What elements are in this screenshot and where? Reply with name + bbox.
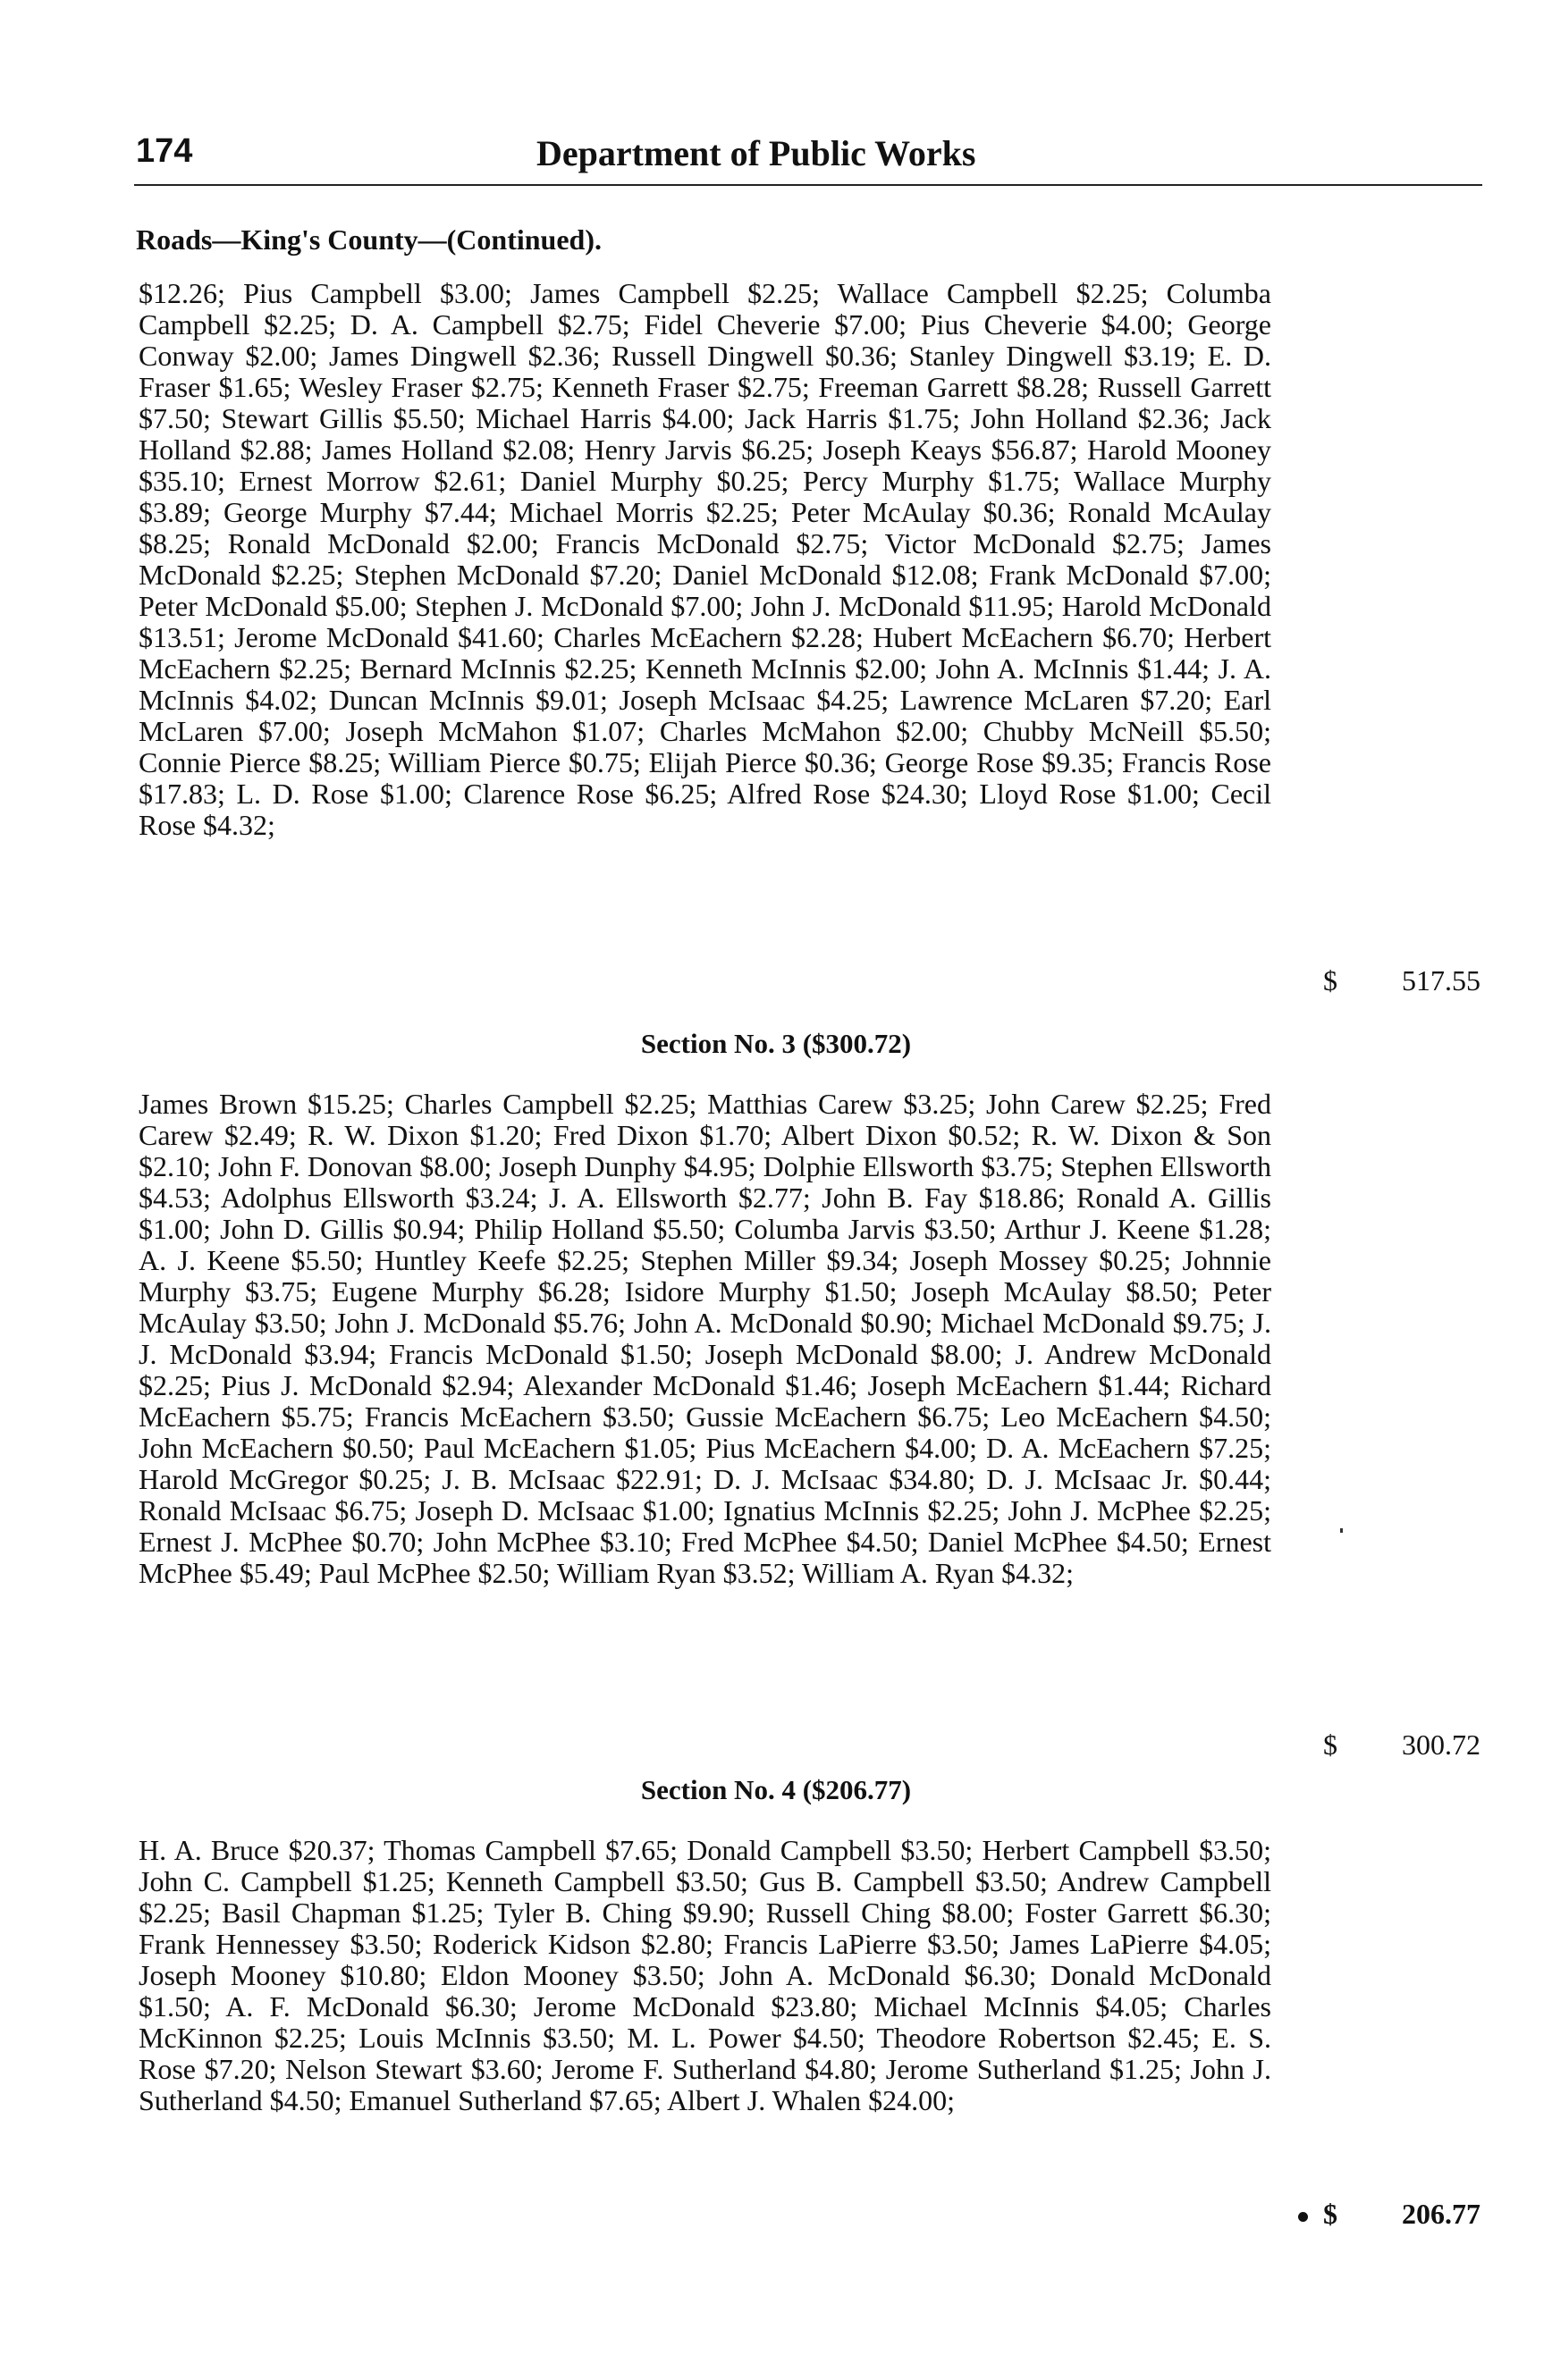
section-4-text: H. A. Bruce $20.37; Thomas Campbell $7.65; Donald Campbell $3.50; Herbert Campbell $3.50; John C. Campbell $1.25; Kenneth Campbell $3.50; Gus B. Campbell $3.50; Andrew Campbell $2.25; Basil Chapman $1.25; Tyler B. Ching $9.90; Russell Ching $8.00; Foster Garrett $6.30; Frank Hennessey $3.50; Roderick Kidson $2.80; Francis LaPierre $3.50; James LaPierre $4.05; Joseph Mooney $10.80; Eldon Mooney $3.50; John A. McDonald $6.30; Donald McDonald $1.50; A. F. McDonald $6.30; Jerome McDonald $23.80; Michael McInnis $4.05; Charles McKinnon $2.25; Louis McInnis $3.50; M. L. Power $4.50; Theodore Robertson $2.45; E. S. Rose $7.20; Nelson Stewart $3.60; Jerome F. Sutherland $4.80; Jerome Sutherland $1.25; John J. Sutherland $4.50; Emanuel Sutherland $7.65; Albert J. Whalen $24.00; [139, 1834, 1271, 2116]
subheading: Roads—King's County—(Continued). [136, 223, 602, 256]
section-3-title: Section No. 3 ($300.72) [640, 1028, 912, 1059]
section-3-text: James Brown $15.25; Charles Campbell $2.25; Matthias Carew $3.25; John Carew $2.25; Fred Carew $2.49; R. W. Dixon $1.20; Fred Dixon $1.70; Albert Dixon $0.52; R. W. Dixon & Son $2.10; John F. Donovan $8.00; Joseph Dunphy $4.95; Dolphie Ellsworth $3.75; Stephen Ellsworth $4.53; Adolphus Ellsworth $3.24; J. A. Ellsworth $2.77; John B. Fay $18.86; Ronald A. Gillis $1.00; John D. Gillis $0.94; Philip Holland $5.50; Columba Jarvis $3.50; Arthur J. Keene $1.28; A. J. Keene $5.50; Huntley Keefe $2.25; Stephen Miller $9.34; Joseph Mossey $0.25; Johnnie Murphy $3.75; Eugene Murphy $6.28; Isidore Murphy $1.50; Joseph McAulay $8.50; Peter McAulay $3.50; John J. McDonald $5.76; John A. McDonald $0.90; Michael McDonald $9.75; J. J. McDonald $3.94; Francis McDonald $1.50; Joseph McDonald $8.00; J. Andrew McDonald $2.25; Pius J. McDonald $2.94; Alexander McDonald $1.46; Joseph McEachern $1.44; Richard McEachern $5.75; Francis McEachern $3.50; Gussie McEachern $6.75; Leo McEachern $4.50; John McEachern $0.50; Paul McEachern $1.05; Pius McEachern $4.00; D. A. McEachern $7.25; Harold McGregor $0.25; J. B. McIsaac $22.91; D. J. McIsaac $34.80; D. J. McIsaac Jr. $0.44; Ronald McIsaac $6.75; Joseph D. McIsaac $1.00; Ignatius McInnis $2.25; John J. McPhee $2.25; Ernest J. McPhee $0.70; John McPhee $3.10; Fred McPhee $4.50; Daniel McPhee $4.50; Ernest McPhee $5.49; Paul McPhee $2.50; William Ryan $3.52; William A. Ryan $4.32; [139, 1088, 1271, 1589]
section-continued-total [1323, 965, 1480, 997]
total-dollar-sign: $ [1323, 1728, 1337, 1761]
section-4-title: Section No. 4 ($206.77) [640, 1774, 912, 1805]
header-rule [134, 184, 1482, 186]
speck-mark [1340, 1528, 1343, 1533]
page-number: 174 [136, 132, 193, 170]
total-amount: 206.77 [1402, 2198, 1480, 2230]
total-dollar-sign: $ [1323, 964, 1337, 997]
section-4-total [1323, 2199, 1480, 2230]
total-amount: 517.55 [1402, 964, 1480, 997]
section-3-total [1323, 1729, 1480, 1761]
running-head: Department of Public Works [536, 133, 976, 173]
total-amount: 300.72 [1402, 1728, 1480, 1761]
total-dollar-sign: $ [1323, 2198, 1337, 2230]
bullet-mark [1298, 2212, 1308, 2222]
section-continued-text: $12.26; Pius Campbell $3.00; James Campbell $2.25; Wallace Campbell $2.25; Columba Campbell $2.25; D. A. Campbell $2.75; Fidel Cheverie $7.00; Pius Cheverie $4.00; George Conway $2.00; James Dingwell $2.36; Russell Dingwell $0.36; Stanley Dingwell $3.19; E. D. Fraser $1.65; Wesley Fraser $2.75; Kenneth Fraser $2.75; Freeman Garrett $8.28; Russell Garrett $7.50; Stewart Gillis $5.50; Michael Harris $4.00; Jack Harris $1.75; John Holland $2.36; Jack Holland $2.88; James Holland $2.08; Henry Jarvis $6.25; Joseph Keays $56.87; Harold Mooney $35.10; Ernest Morrow $2.61; Daniel Murphy $0.25; Percy Murphy $1.75; Wallace Murphy $3.89; George Murphy $7.44; Michael Morris $2.25; Peter McAulay $0.36; Ronald McAulay $8.25; Ronald McDonald $2.00; Francis McDonald $2.75; Victor McDonald $2.75; James McDonald $2.25; Stephen McDonald $7.20; Daniel McDonald $12.08; Frank McDonald $7.00; Peter McDonald $5.00; Stephen J. McDonald $7.00; John J. McDonald $11.95; Harold McDonald $13.51; Jerome McDonald $41.60; Charles McEachern $2.28; Hubert McEachern $6.70; Herbert McEachern $2.25; Bernard McInnis $2.25; Kenneth McInnis $2.00; John A. McInnis $1.44; J. A. McInnis $4.02; Duncan McInnis $9.01; Joseph McIsaac $4.25; Lawrence McLaren $7.20; Earl McLaren $7.00; Joseph McMahon $1.07; Charles McMahon $2.00; Chubby McNeill $5.50; Connie Pierce $8.25; William Pierce $0.75; Elijah Pierce $0.36; George Rose $9.35; Francis Rose $17.83; L. D. Rose $1.00; Clarence Rose $6.25; Alfred Rose $24.30; Lloyd Rose $1.00; Cecil Rose $4.32; [139, 277, 1271, 841]
